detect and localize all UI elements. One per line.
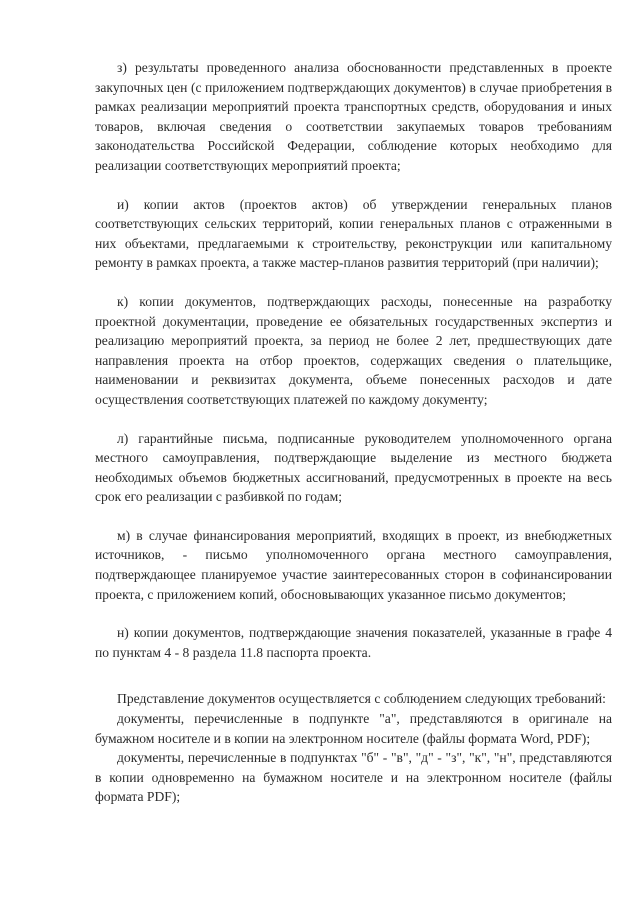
requirement-item: документы, перечисленные в подпунктах "б" - "в", "д" - "з", "к", "н", представляются в копии одновременно на бумажном носителе и на электронном носителе (файлы формата PDF); <box>95 750 612 805</box>
requirements-intro: Представление документов осуществляется с соблюдением следующих требований: <box>117 691 606 707</box>
paragraph-z: з) результаты проведенного анализа обоснованности представленных в проекте закупочных цен (с приложением подтверждающих документов) в случае приобретения в рамках реализации мероприятий проекта транспортных средств, оборудования и иных товаров, включая сведения о соответствии закупаемых товаров требованиям законодательства Российской Федерации, соблюдение которых необходимо для реализации соответствующих мероприятий проекта; <box>95 60 612 173</box>
document-body <box>95 58 612 807</box>
paragraph-m: м) в случае финансирования мероприятий, входящих в проект, из внебюджетных источников, - письмо уполномоченного органа местного самоуправления, подтверждающее планируемое участие заинтересованных сторон в софинансировании проекта, с приложением копий, обосновывающих указанное письмо документов; <box>95 527 612 602</box>
paragraph-n: н) копии документов, подтверждающие значения показателей, указанные в графе 4 по пунктам 4 - 8 раздела 11.8 паспорта проекта. <box>95 625 612 660</box>
paragraph-i: и) копии актов (проектов актов) об утверждении генеральных планов соответствующих сельских территорий, копии генеральных планов с отраженными в них объектами, предлагаемыми к строительству, реконструкции или капитальному ремонту в рамках проекта, а также мастер-планов развития территорий (при наличии); <box>95 196 612 271</box>
paragraph-k: к) копии документов, подтверждающих расходы, понесенные на разработку проектной документации, проведение ее обязательных государственных экспертиз и реализацию мероприятий проекта, за период не более 2 лет, предшествующих дате направления проекта на отбор проектов, содержащих сведения о плательщике, наименовании и реквизитах документа, объеме понесенных расходов и дате осуществления соответствующих платежей по каждому документу; <box>95 293 612 407</box>
paragraph-l: л) гарантийные письма, подписанные руководителем уполномоченного органа местного самоуправления, подтверждающие выделение из местного бюджета необходимых объемов бюджетных ассигнований, предусмотренных в проекте на весь срок его реализации с разбивкой по годам; <box>95 430 612 505</box>
requirement-item: документы, перечисленные в подпункте "а", представляются в оригинале на бумажном носителе и в копии на электронном носителе (файлы формата Word, PDF); <box>95 711 612 746</box>
